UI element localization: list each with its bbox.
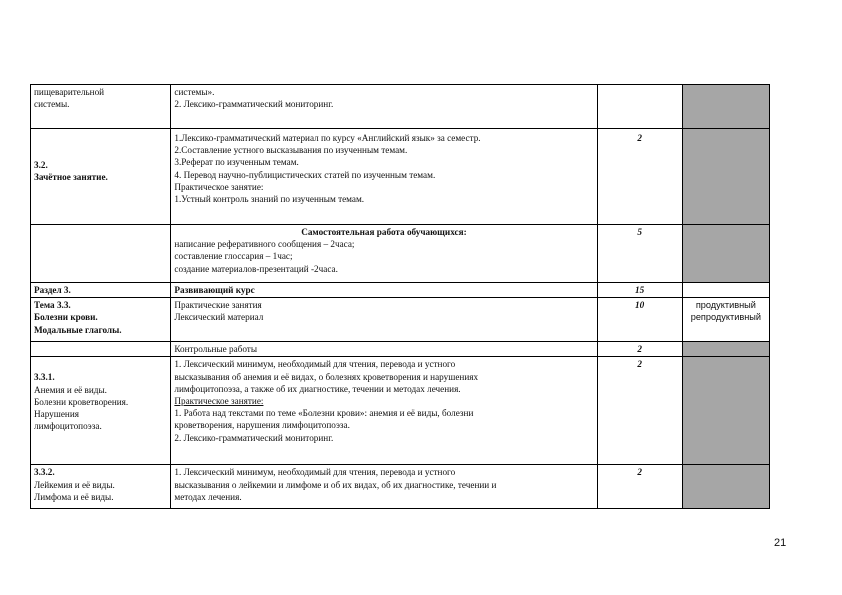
- table-row: [31, 225, 770, 283]
- content-line: Практическое занятие:: [174, 181, 264, 192]
- topic-cell: [31, 129, 171, 225]
- content-line: 4. Перевод научно-публицистических статей по изученным темам.: [174, 169, 436, 180]
- topic-line: системы.: [34, 99, 70, 110]
- level-cell: [682, 465, 769, 509]
- hours-cell: 2: [597, 465, 682, 509]
- table-row: [31, 129, 770, 225]
- table-row: [31, 342, 770, 357]
- content-line: Практические занятия: [174, 300, 262, 311]
- topic-number: 3.2.: [34, 160, 48, 170]
- hours-cell: [597, 85, 682, 129]
- topic-cell: [31, 465, 171, 509]
- content-line: Лексический материал: [174, 312, 264, 323]
- topic-cell: [31, 85, 171, 129]
- topic-title: Зачётное занятие.: [34, 172, 108, 183]
- topic-title: Модальные глаголы.: [34, 324, 122, 335]
- hours-cell: 5: [597, 225, 682, 283]
- topic-title: Лейкемия и её виды.: [34, 479, 115, 490]
- curriculum-table: [30, 84, 770, 509]
- level-cell: [682, 283, 769, 298]
- section-title: Развивающий курс: [171, 283, 597, 298]
- section-label: Раздел 3.: [31, 283, 171, 298]
- topic-cell: [31, 357, 171, 465]
- content-line: 1.Лексико-грамматический материал по курсу «Английский язык» за семестр.: [174, 133, 481, 143]
- table-row: [31, 465, 770, 509]
- content-line: высказывания об анемия и её видах, о болезнях кроветворения и нарушениях: [174, 371, 479, 382]
- content-cell: [171, 298, 597, 342]
- content-line: написание реферативного сообщения – 2часа;: [174, 239, 355, 250]
- level-productive: продуктивный: [695, 300, 756, 311]
- hours-cell: 10: [597, 298, 682, 342]
- hours-cell: 2: [597, 357, 682, 465]
- content-cell: Контрольные работы: [171, 342, 597, 357]
- content-line: системы».: [174, 87, 215, 97]
- page-number: 21: [774, 537, 787, 549]
- table-row: [31, 283, 770, 298]
- content-line: создание материалов-презентаций -2часа.: [174, 263, 338, 274]
- hours-cell: 15: [597, 283, 682, 298]
- topic-title: Анемия и её виды.: [34, 384, 107, 395]
- content-line: составление глоссария – 1час;: [174, 251, 293, 262]
- topic-number: 3.3.1.: [34, 372, 55, 383]
- content-line: 3.Реферат по изученным темам.: [174, 157, 299, 168]
- topic-title: Нарушения: [34, 409, 79, 420]
- topic-cell: [31, 225, 171, 283]
- level-cell: [682, 129, 769, 225]
- level-cell: [682, 342, 769, 357]
- content-line: 2.Составление устного высказывания по изученным темам.: [174, 145, 408, 156]
- content-line: 2. Лексико-грамматический мониторинг.: [174, 99, 334, 110]
- topic-title: лимфоцитопоэза.: [34, 421, 102, 432]
- content-line: кроветворения, нарушения лимфоцитопоэза.: [174, 420, 350, 431]
- content-line: методах лечения.: [174, 491, 242, 502]
- content-line: высказывания о лейкемии и лимфоме и об их видах, об их диагностике, течении и: [174, 479, 497, 490]
- topic-title: Болезни кроветворения.: [34, 396, 129, 407]
- content-cell: [171, 357, 597, 465]
- level-cell: [682, 298, 769, 342]
- table-row: [31, 298, 770, 342]
- content-line: лимфоцитопоэза, а также об их диагностике, течении и методах лечения.: [174, 383, 461, 394]
- practice-heading: Практическое занятие:: [174, 396, 264, 407]
- topic-line: пищеварительной: [34, 87, 105, 97]
- content-line: 1. Работа над текстами по теме «Болезни крови»: анемия и её виды, болезни: [174, 408, 474, 419]
- table-row: [31, 85, 770, 129]
- content-cell: [171, 465, 597, 509]
- content-line: 1.Устный контроль знаний по изученным темам.: [174, 194, 365, 205]
- level-cell: [682, 357, 769, 465]
- self-study-title: Самостоятельная работа обучающихся:: [301, 227, 467, 237]
- level-cell: [682, 225, 769, 283]
- content-line: 1. Лексический минимум, необходимый для чтения, перевода и устного: [174, 359, 456, 370]
- topic-cell: [31, 298, 171, 342]
- level-reproductive: репродуктивный: [690, 312, 762, 323]
- topic-cell: [31, 342, 171, 357]
- topic-number: Тема 3.3.: [34, 300, 71, 311]
- content-line: 1. Лексический минимум, необходимый для чтения, перевода и устного: [174, 467, 456, 478]
- level-cell: [682, 85, 769, 129]
- table-row: [31, 357, 770, 465]
- content-cell: [171, 85, 597, 129]
- content-cell: [171, 129, 597, 225]
- topic-title: Болезни крови.: [34, 312, 98, 323]
- content-cell: [171, 225, 597, 283]
- topic-title: Лимфома и её виды.: [34, 491, 114, 502]
- topic-number: 3.3.2.: [34, 467, 55, 478]
- hours-cell: 2: [597, 129, 682, 225]
- hours-cell: 2: [597, 342, 682, 357]
- content-line: 2. Лексико-грамматический мониторинг.: [174, 432, 334, 443]
